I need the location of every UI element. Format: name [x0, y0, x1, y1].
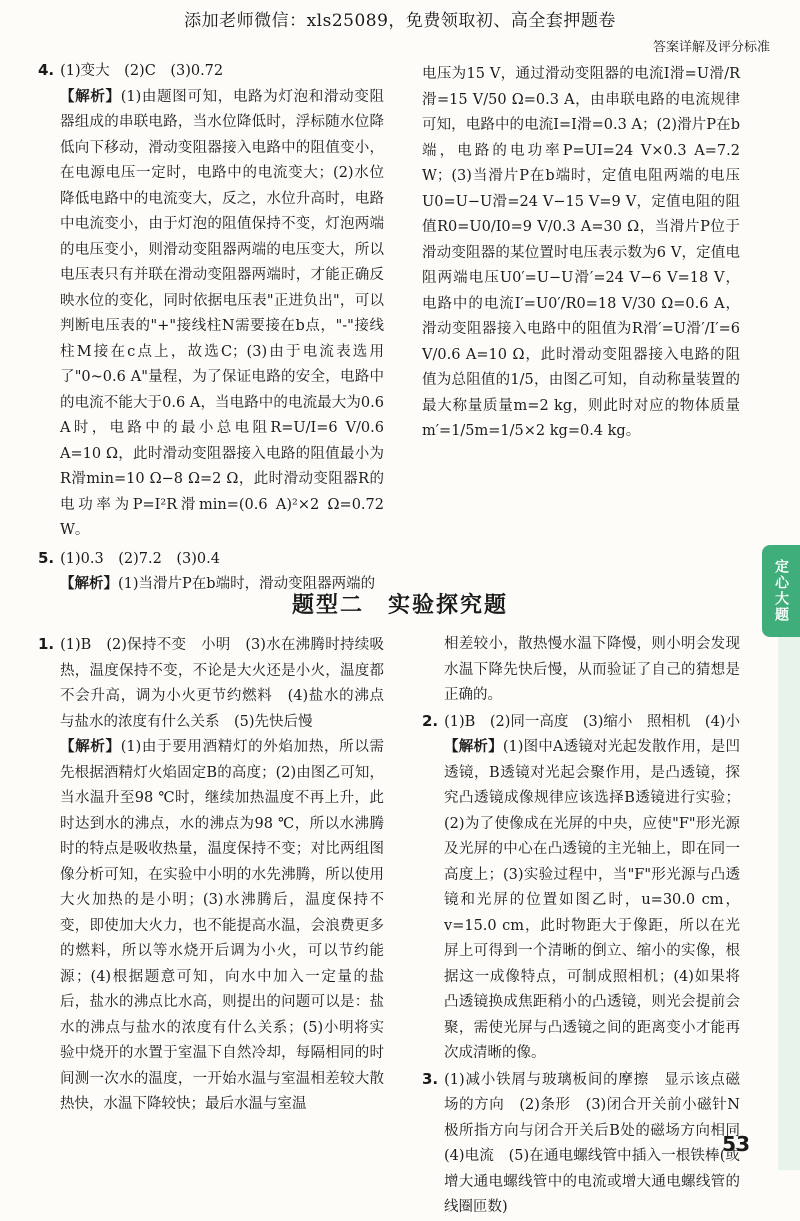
column-right-top	[422, 62, 740, 445]
question-number: 2.	[422, 711, 439, 730]
analysis-text: (1)当滑片P在b端时，滑动变阻器两端的	[118, 576, 376, 592]
analysis-text: 相差较小，散热慢水温下降慢，则小明会发现水温下降先快后慢，从而验证了自己的猜想是正确的。	[444, 636, 740, 703]
side-strip	[778, 637, 800, 1170]
question-number: 1.	[38, 635, 55, 653]
analysis-tag: 【解析】	[60, 576, 118, 592]
answer: (1)变大 (2)C (3)0.72	[60, 63, 224, 79]
analysis-tag: 【解析】	[60, 739, 121, 755]
promo-banner: 添加老师微信：xls25089，免费领取初、高全套押题卷	[184, 11, 616, 31]
section-header: 答案详解及评分标准	[652, 40, 770, 55]
side-tab: 定心大题	[762, 545, 800, 637]
answer: (1)0.3 (2)7.2 (3)0.4	[60, 550, 220, 567]
analysis-text: 电压为15 V，通过滑动变阻器的电流I滑=U滑/R滑=15 V/50 Ω=0.3 A，由串联电路的电流规律可知，电路中的电流I=I滑=0.3 A；(2)滑片P在b端，电路的电功率P=UI=24 V×0.3 A=7.2 W；(3)当滑片P在b端时，定值电阻两端的电压U0=U−U滑=24 V−15 V=9 V，定值电阻的阻值R0=U0/I0=9 V/0.3 A=30 Ω，当滑片P位于滑动变阻器的某位置时电压表示数为6 V，定值电阻两端电压U0′=U−U滑′=24 V−6 V=18 V，电路中的电流I′=U0′/R0=18 V/30 Ω=0.6 A，滑动变阻器接入电路中的阻值为R滑′=U滑′/I′=6 V/0.6 A=10 Ω，此时滑动变阻器接入电路的阻值为总阻值的1/5，由图乙可知，自动称量装置的最大称量质量m=2 kg，则此时对应的物体质量m′=1/5m=1/5×2 kg=0.4 kg。	[422, 66, 740, 439]
column-left-bottom	[38, 632, 384, 1118]
analysis-tag: 【解析】	[60, 88, 121, 105]
analysis-text: (1)由题图可知，电路为灯泡和滑动变阻器组成的串联电路，当水位降低时，浮标随水位降低向下移动，滑动变阻器接入电路中的阻值变小，在电源电压一定时，电路中的电流变大；(2)水位降低电路中的电流变大，反之，水位升高时，电路中电流变小，由于灯泡的阻值保持不变，灯泡两端的电压变小，则滑动变阻器两端的电压变大，所以电压表只有并联在滑动变阻器两端时，才能正确反映水位的变化，同时依据电压表"正进负出"，可以判断电压表的"+"接线柱N需要接在b点，"-"接线柱M接在c点上，故选C；(3)由于电流表选用了"0~0.6 A"量程，为了保证电路的安全，电路中的电流不能大于0.6 A，当电路中的电流最大为0.6 A时，电路中的最小总电阻R=U/I=6 V/0.6 A=10 Ω，此时滑动变阻器接入电路的阻值最小为R滑min=10 Ω−8 Ω=2 Ω，此时滑动变阻器R的电功率为P=I²R滑min=(0.6 A)²×2 Ω=0.72 W。	[60, 88, 385, 538]
question-number: 4.	[38, 61, 55, 79]
answer: (1)减小铁屑与玻璃板间的摩擦 显示该点磁场的方向 (2)条形 (3)闭合开关前小磁针N极所指方向与闭合开关后B处的磁场方向相同 (4)电流 (5)在通电螺线管中插入一根铁棒(或增大通电螺线管中的电流或增大通电螺线管的线圈匝数)	[444, 1071, 755, 1215]
analysis-text: (1)由于要用酒精灯的外焰加热，所以需先根据酒精灯火焰固定B的高度；(2)由图乙可知，当水温升至98 ℃时，继续加热温度不再上升，此时达到水的沸点，水的沸点为98 ℃，所以水沸腾时的特点是吸收热量，温度保持不变；对比两组图像分析可知，在实验中小明的水先沸腾，所以使用大火加热的是小明；(3)水沸腾后，温度保持不变，即使加大火力，也不能提高水温，会浪费更多的燃料，所以等水烧开后调为小火，可以节约能源；(4)根据题意可知，向水中加入一定量的盐后，盐水的沸点比水高，则提出的问题可以是：盐水的沸点与盐水的浓度有什么关系；(5)小明将实验中烧开的水置于室温下自然冷却，每隔相同的时间测一次水的温度，一开始水温与室温相差较大散热快，水温下降较快；最后水温与室温	[60, 739, 385, 1112]
page-number: 53	[722, 1132, 750, 1156]
section-title: 题型二 实验探究题	[291, 593, 508, 618]
answer: (1)B (2)保持不变 小明 (3)水在沸腾时持续吸热，温度保持不变，不论是大火还是小火，温度都不会升高，调为小火更节约燃料 (4)盐水的沸点与盐水的浓度有什么关系 (5)先快后慢	[60, 637, 384, 730]
question-number: 3.	[422, 1069, 439, 1088]
answer: (1)B (2)同一高度 (3)缩小 照相机 (4)小	[444, 713, 740, 730]
column-left-top	[38, 58, 384, 598]
column-right-bottom	[422, 632, 755, 1221]
analysis-text: (1)图中A透镜对光起发散作用，是凹透镜，B透镜对光起会聚作用，是凸透镜，探究凸透镜成像规律应该选择B透镜进行实验；(2)为了使像成在光屏的中央，应使"F"形光源及光屏的中心在凸透镜的主光轴上，即在同一高度上；(3)实验过程中，当"F"形光源与凸透镜和光屏的位置如图乙时，u=30.0 cm，v=15.0 cm，此时物距大于像距，所以在光屏上可得到一个清晰的倒立、缩小的实像，根据这一成像特点，可制成照相机；(4)如果将凸透镜换成焦距稍小的凸透镜，则光会提前会聚，需使光屏与凸透镜之间的距离变小才能再次成清晰的像。	[444, 739, 740, 1061]
analysis-tag: 【解析】	[444, 739, 503, 755]
question-number: 5.	[38, 548, 55, 567]
